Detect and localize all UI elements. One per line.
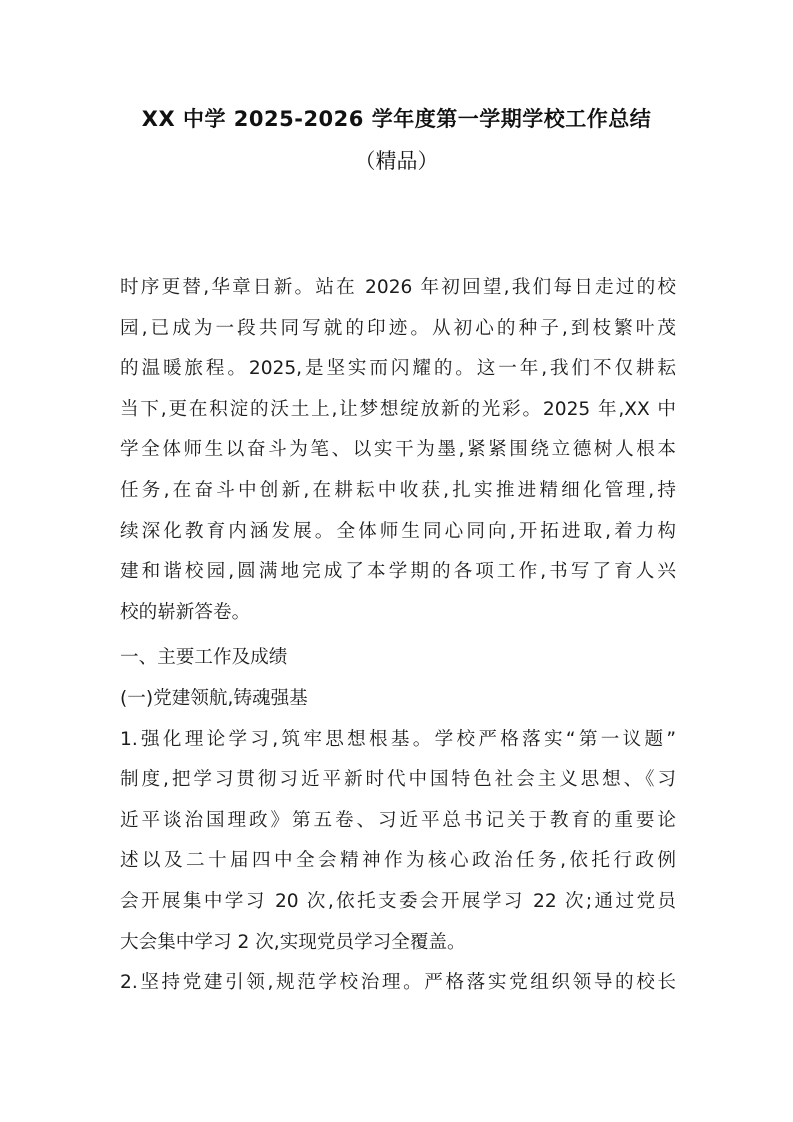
body-line: 建和谐校园,圆满地完成了本学期的各项工作,书写了育人兴 — [120, 561, 676, 583]
body-line: 1.强化理论学习,筑牢思想根基。学校严格落实“第一议题” — [120, 728, 676, 750]
body-line: 校的崭新答卷。 — [120, 601, 251, 623]
document-body — [120, 268, 676, 1004]
body-line: 任务,在奋斗中创新,在耕耘中收获,扎实推进精细化管理,持 — [120, 479, 676, 501]
body-line: 制度,把学习贯彻习近平新时代中国特色社会主义思想、《习 — [120, 769, 676, 791]
body-line: 会开展集中学习 20 次,依托支委会开展学习 22 次;通过党员 — [120, 890, 676, 912]
body-line: 学全体师生以奋斗为笔、以实干为墨,紧紧围绕立德树人根本 — [120, 439, 676, 461]
body-line: 述以及二十届四中全会精神作为核心政治任务,依托行政例 — [120, 850, 676, 872]
body-line: 2.坚持党建引领,规范学校治理。严格落实党组织领导的校长 — [120, 972, 676, 994]
document-subtitle: （精品） — [354, 149, 439, 173]
body-line: 近平谈治国理政》第五卷、习近平总书记关于教育的重要论 — [120, 809, 676, 831]
body-line: 的温暖旅程。2025,是坚实而闪耀的。这一年,我们不仅耕耘 — [120, 358, 676, 380]
body-line: 时序更替,华章日新。站在 2026 年初回望,我们每日走过的校 — [120, 277, 676, 298]
body-line: 大会集中学习 2 次,实现党员学习全覆盖。 — [120, 931, 466, 953]
body-line: 园,已成为一段共同写就的印迹。从初心的种子,到枝繁叶茂 — [120, 317, 676, 339]
subsection-heading: (一)党建领航,铸魂强基 — [120, 687, 308, 709]
body-line: 续深化教育内涵发展。全体师生同心同向,开拓进取,着力构 — [120, 520, 676, 542]
body-line: 当下,更在积淀的沃土上,让梦想绽放新的光彩。2025 年,XX 中 — [120, 398, 676, 420]
document-title: XX 中学 2025-2026 学年度第一学期学校工作总结 — [141, 107, 652, 131]
section-heading: 一、主要工作及成绩 — [120, 647, 288, 669]
